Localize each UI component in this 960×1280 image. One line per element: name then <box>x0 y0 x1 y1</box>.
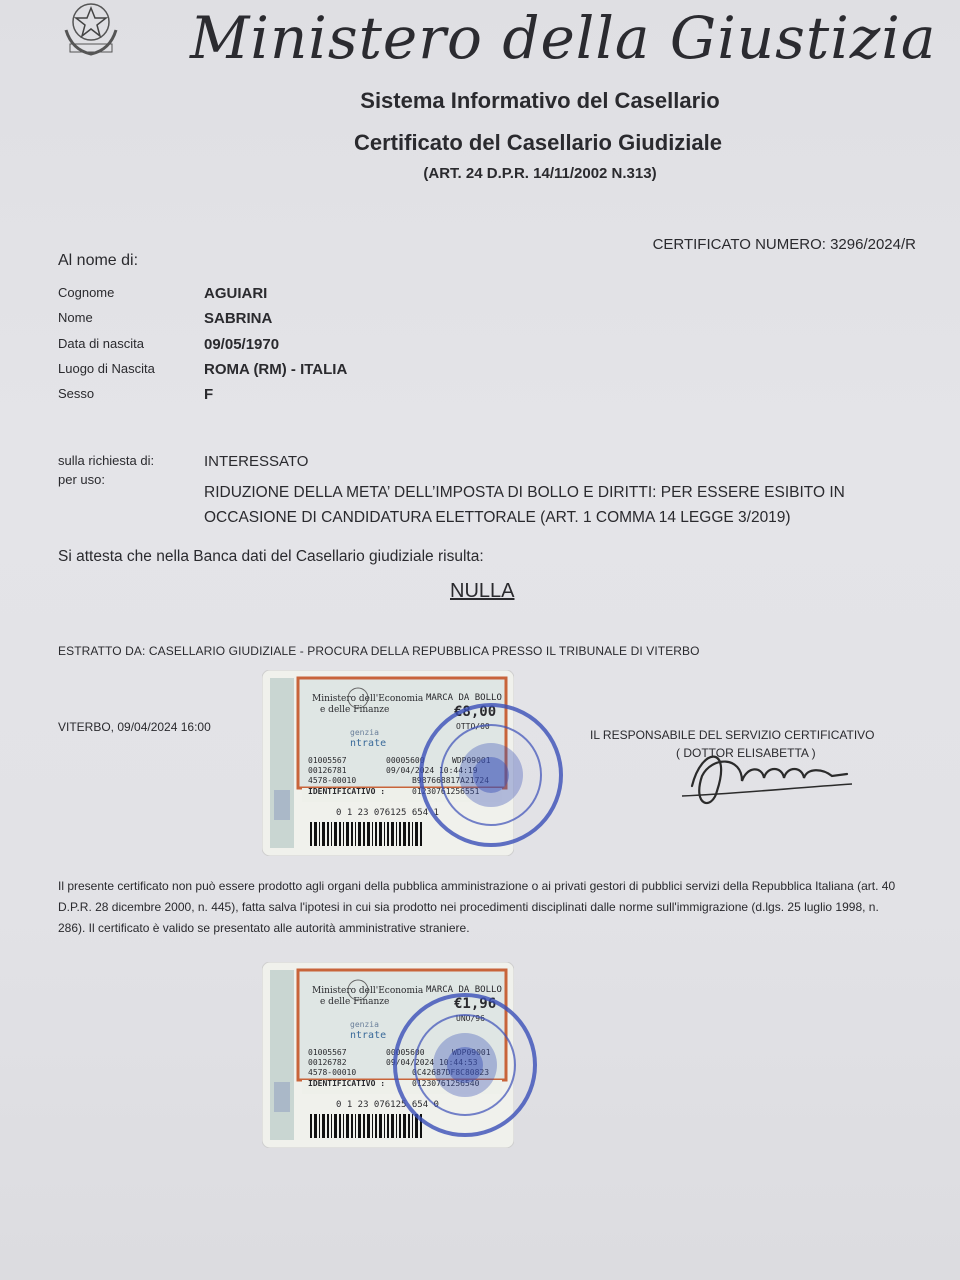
stamp-issuer-2: e delle Finanze <box>320 705 390 715</box>
barcode-number: 0 1 23 076125 654 1 <box>336 808 439 818</box>
stamp-row1-right: WDP09001 <box>452 756 491 765</box>
label-uso: per uso: <box>58 472 105 487</box>
stamp-issuer-1: Ministero dell'Economia <box>312 986 424 996</box>
stamp-issuer-1: Ministero dell'Economia <box>312 694 424 704</box>
stamp-row4-left: IDENTIFICATIVO : <box>308 1079 386 1088</box>
label-sesso: Sesso <box>58 386 95 401</box>
value-cognome: AGUIARI <box>204 285 268 302</box>
value-luogo-nascita: ROMA (RM) - ITALIA <box>204 361 348 378</box>
stamp-type: MARCA DA BOLLO <box>426 693 502 703</box>
stamp-row4-right: 01230761256540 <box>412 1079 480 1088</box>
handwritten-signature <box>672 736 862 816</box>
stamp-row3-right: 0C42687DF8C80823 <box>412 1068 490 1077</box>
stamp-row4-right: 01230761256551 <box>412 787 480 796</box>
official-seal-icon <box>390 990 540 1140</box>
stamp-row3-right: B987668817A21724 <box>412 776 490 785</box>
law-reference: (ART. 24 D.P.R. 14/11/2002 N.313) <box>423 165 657 182</box>
stamp-row4-left: IDENTIFICATIVO : <box>308 787 386 796</box>
attestation-text: Si attesta che nella Banca dati del Casellario giudiziale risulta: <box>58 548 484 565</box>
stamp-row3-left: 4578-00010 <box>308 776 357 785</box>
label-luogo-nascita: Luogo di Nascita <box>58 361 155 376</box>
value-richiesta: INTERESSATO <box>204 453 309 470</box>
person-heading: Al nome di: <box>58 252 139 269</box>
ministry-title: Ministero della Giustizia <box>190 4 937 72</box>
stamp-row1-left: 01005567 <box>308 1048 347 1057</box>
label-cognome: Cognome <box>58 285 115 300</box>
responsible-title: IL RESPONSABILE DEL SERVIZIO CERTIFICATIVO <box>590 728 875 742</box>
stamp-amount-words: UNO/96 <box>456 1014 485 1023</box>
extract-source: ESTRATTO DA: CASELLARIO GIUDIZIALE - PROCURA DELLA REPUBBLICA PRESSO IL TRIBUNALE DI VITERBO <box>58 644 700 658</box>
stamp-row2-left: 00126781 <box>308 766 347 775</box>
stamp-row2-left: 00126782 <box>308 1058 347 1067</box>
stamp-amount: €8,00 <box>454 704 497 720</box>
certificate-number: CERTIFICATO NUMERO: 3296/2024/R <box>652 236 916 253</box>
disclaimer-text: Il presente certificato non può essere prodotto agli organi della pubblica amministrazione o ai privati gestori di pubblici servizi della Repubblica Italiana (art. 40 D.P.R. 28 dicembre 2000, n. 445), fatta salva l'ipotesi in cui sia prodotto nei procedimenti disciplinati dalle norme sull'immigrazione (d.lgs. 25 luglio 1998, n. 286). Il certificato è valido se presentato alle autorità amministrative straniere. <box>58 879 896 935</box>
label-data-nascita: Data di nascita <box>58 336 144 351</box>
agency-line-2: ntrate <box>350 738 387 749</box>
value-nome: SABRINA <box>204 310 273 327</box>
stamp-row1-mid: 00005600 <box>386 756 425 765</box>
place-date: VITERBO, 09/04/2024 16:00 <box>58 720 211 734</box>
agency-line-1: genzia <box>350 1020 379 1029</box>
system-title: Sistema Informativo del Casellario <box>360 88 720 113</box>
result-value: NULLA <box>450 580 515 602</box>
barcode-number: 0 1 23 076125 654 0 <box>336 1100 439 1110</box>
italian-emblem-icon <box>56 0 126 58</box>
label-nome: Nome <box>58 310 93 325</box>
official-seal-icon <box>416 700 566 850</box>
stamp-row1-right: WDP09001 <box>452 1048 491 1057</box>
agency-line-1: genzia <box>350 728 379 737</box>
responsible-name: ( DOTTOR ELISABETTA ) <box>676 746 816 760</box>
stamp-issuer-2: e delle Finanze <box>320 997 390 1007</box>
value-uso: RIDUZIONE DELLA META’ DELL’IMPOSTA DI BOLLO E DIRITTI: PER ESSERE ESIBITO IN OCCASIONE DI CANDIDATURA ELETTORALE (ART. 1 COMMA 14 LEGGE 3/2019) <box>204 484 845 526</box>
agency-line-2: ntrate <box>350 1030 387 1041</box>
stamp-row2-right: 09/04/2024 10:44:53 <box>386 1058 478 1067</box>
stamp-row1-left: 01005567 <box>308 756 347 765</box>
value-data-nascita: 09/05/1970 <box>204 336 280 353</box>
stamp-row3-left: 4578-00010 <box>308 1068 357 1077</box>
stamp-row1-mid: 00005600 <box>386 1048 425 1057</box>
certificate-title: Certificato del Casellario Giudiziale <box>354 130 722 155</box>
stamp-type: MARCA DA BOLLO <box>426 985 502 995</box>
stamp-amount-words: OTTO/00 <box>456 722 490 731</box>
value-sesso: F <box>204 386 214 403</box>
stamp-amount: €1,96 <box>454 996 497 1012</box>
label-richiesta: sulla richiesta di: <box>58 453 155 468</box>
stamp-row2-right: 09/04/2024 10:44:19 <box>386 766 478 775</box>
